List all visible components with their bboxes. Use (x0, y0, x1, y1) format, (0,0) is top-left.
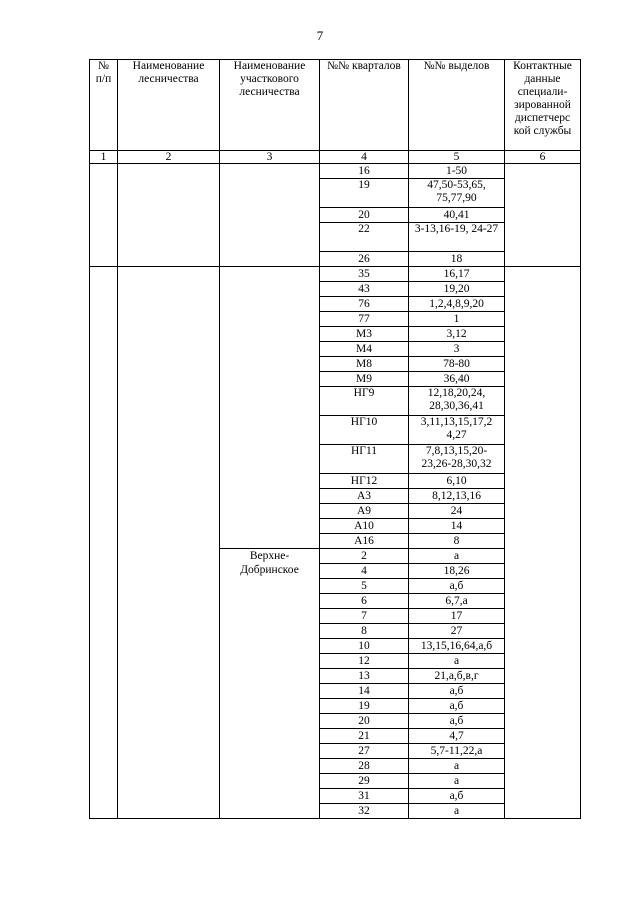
header-cell: Наименование участкового лесничества (220, 60, 320, 151)
allotment-cell: 6,7,а (409, 594, 505, 609)
allotment-cell: а,б (409, 684, 505, 699)
allotment-cell: 16,17 (409, 267, 505, 282)
allotment-cell: 5,7-11,22,а (409, 744, 505, 759)
quarter-cell: 8 (320, 624, 409, 639)
allotment-cell: 21,а,б,в,г (409, 669, 505, 684)
allotment-cell: 40,41 (409, 208, 505, 223)
table-row (90, 164, 581, 179)
column-number: 5 (409, 151, 505, 164)
allotment-cell: 6,10 (409, 474, 505, 489)
allotment-cell: 1,2,4,8,9,20 (409, 297, 505, 312)
allotment-cell: 27 (409, 624, 505, 639)
allotment-cell: а,б (409, 579, 505, 594)
allotment-cell: 24 (409, 504, 505, 519)
allotment-cell: 8 (409, 534, 505, 549)
allotment-cell: 4,7 (409, 729, 505, 744)
quarter-cell: А9 (320, 504, 409, 519)
allotment-cell: а,б (409, 699, 505, 714)
header-cell: № п/п (90, 60, 118, 151)
empty-cell (118, 164, 220, 267)
allotment-cell: 3,11,13,15,17,2 4,27 (409, 416, 505, 445)
quarter-cell: М8 (320, 357, 409, 372)
allotment-cell: 3 (409, 342, 505, 357)
quarter-cell: А16 (320, 534, 409, 549)
column-number: 1 (90, 151, 118, 164)
quarter-cell: 10 (320, 639, 409, 654)
quarter-cell: 32 (320, 804, 409, 819)
forestry-table (89, 59, 581, 819)
quarter-cell: 31 (320, 789, 409, 804)
column-number: 2 (118, 151, 220, 164)
quarter-cell: 26 (320, 252, 409, 267)
district-name: Верхне-Добринское (220, 549, 320, 819)
allotment-cell: 78-80 (409, 357, 505, 372)
quarter-cell: 22 (320, 223, 409, 252)
quarter-cell: 76 (320, 297, 409, 312)
allotment-cell: 12,18,20,24, 28,30,36,41 (409, 387, 505, 416)
allotment-cell: 19,20 (409, 282, 505, 297)
quarter-cell: 13 (320, 669, 409, 684)
allotment-cell: а (409, 759, 505, 774)
allotment-cell: а,б (409, 714, 505, 729)
quarter-cell: М3 (320, 327, 409, 342)
allotment-cell: 17 (409, 609, 505, 624)
table-row (90, 267, 581, 282)
allotment-cell: 8,12,13,16 (409, 489, 505, 504)
allotment-cell: 14 (409, 519, 505, 534)
empty-cell (90, 164, 118, 267)
quarter-cell: 35 (320, 267, 409, 282)
allotment-cell: 13,15,16,64,а,б (409, 639, 505, 654)
allotment-cell: 47,50-53,65, 75,77,90 (409, 179, 505, 208)
column-number: 4 (320, 151, 409, 164)
page-number: 7 (316, 28, 324, 43)
quarter-cell: 43 (320, 282, 409, 297)
allotment-cell: а (409, 549, 505, 564)
quarter-cell: НГ9 (320, 387, 409, 416)
quarter-cell: 28 (320, 759, 409, 774)
quarter-cell: А10 (320, 519, 409, 534)
allotment-cell: 3,12 (409, 327, 505, 342)
allotment-cell: 18 (409, 252, 505, 267)
allotment-cell: а (409, 774, 505, 789)
quarter-cell: 4 (320, 564, 409, 579)
empty-cell (505, 267, 581, 819)
quarter-cell: 5 (320, 579, 409, 594)
allotment-cell: 18,26 (409, 564, 505, 579)
quarter-cell: 20 (320, 714, 409, 729)
allotment-cell: 3-13,16-19, 24-27 (409, 223, 505, 252)
quarter-cell: 14 (320, 684, 409, 699)
quarter-cell: НГ10 (320, 416, 409, 445)
header-cell: №№ кварталов (320, 60, 409, 151)
column-number: 3 (220, 151, 320, 164)
header-cell: Контактные данные специали-зированной диспетчерс кой службы (505, 60, 581, 151)
quarter-cell: 2 (320, 549, 409, 564)
quarter-cell: НГ11 (320, 445, 409, 474)
header-row (90, 60, 581, 151)
quarter-cell: 7 (320, 609, 409, 624)
quarter-cell: М9 (320, 372, 409, 387)
header-cell: №№ выделов (409, 60, 505, 151)
quarter-cell: 6 (320, 594, 409, 609)
allotment-cell: а (409, 804, 505, 819)
allotment-cell: 1-50 (409, 164, 505, 179)
quarter-cell: М4 (320, 342, 409, 357)
empty-cell (220, 267, 320, 549)
quarter-cell: НГ12 (320, 474, 409, 489)
column-number: 6 (505, 151, 581, 164)
quarter-cell: 77 (320, 312, 409, 327)
allotment-cell: 1 (409, 312, 505, 327)
empty-cell (505, 164, 581, 267)
quarter-cell: 12 (320, 654, 409, 669)
allotment-cell: а,б (409, 789, 505, 804)
quarter-cell: 16 (320, 164, 409, 179)
empty-cell (90, 267, 118, 819)
quarter-cell: 19 (320, 179, 409, 208)
empty-cell (118, 267, 220, 819)
quarter-cell: 20 (320, 208, 409, 223)
quarter-cell: А3 (320, 489, 409, 504)
header-cell: Наименование лесничества (118, 60, 220, 151)
empty-cell (220, 164, 320, 267)
quarter-cell: 29 (320, 774, 409, 789)
quarter-cell: 19 (320, 699, 409, 714)
quarter-cell: 21 (320, 729, 409, 744)
column-number-row (90, 151, 581, 164)
allotment-cell: 7,8,13,15,20- 23,26-28,30,32 (409, 445, 505, 474)
allotment-cell: 36,40 (409, 372, 505, 387)
allotment-cell: а (409, 654, 505, 669)
quarter-cell: 27 (320, 744, 409, 759)
